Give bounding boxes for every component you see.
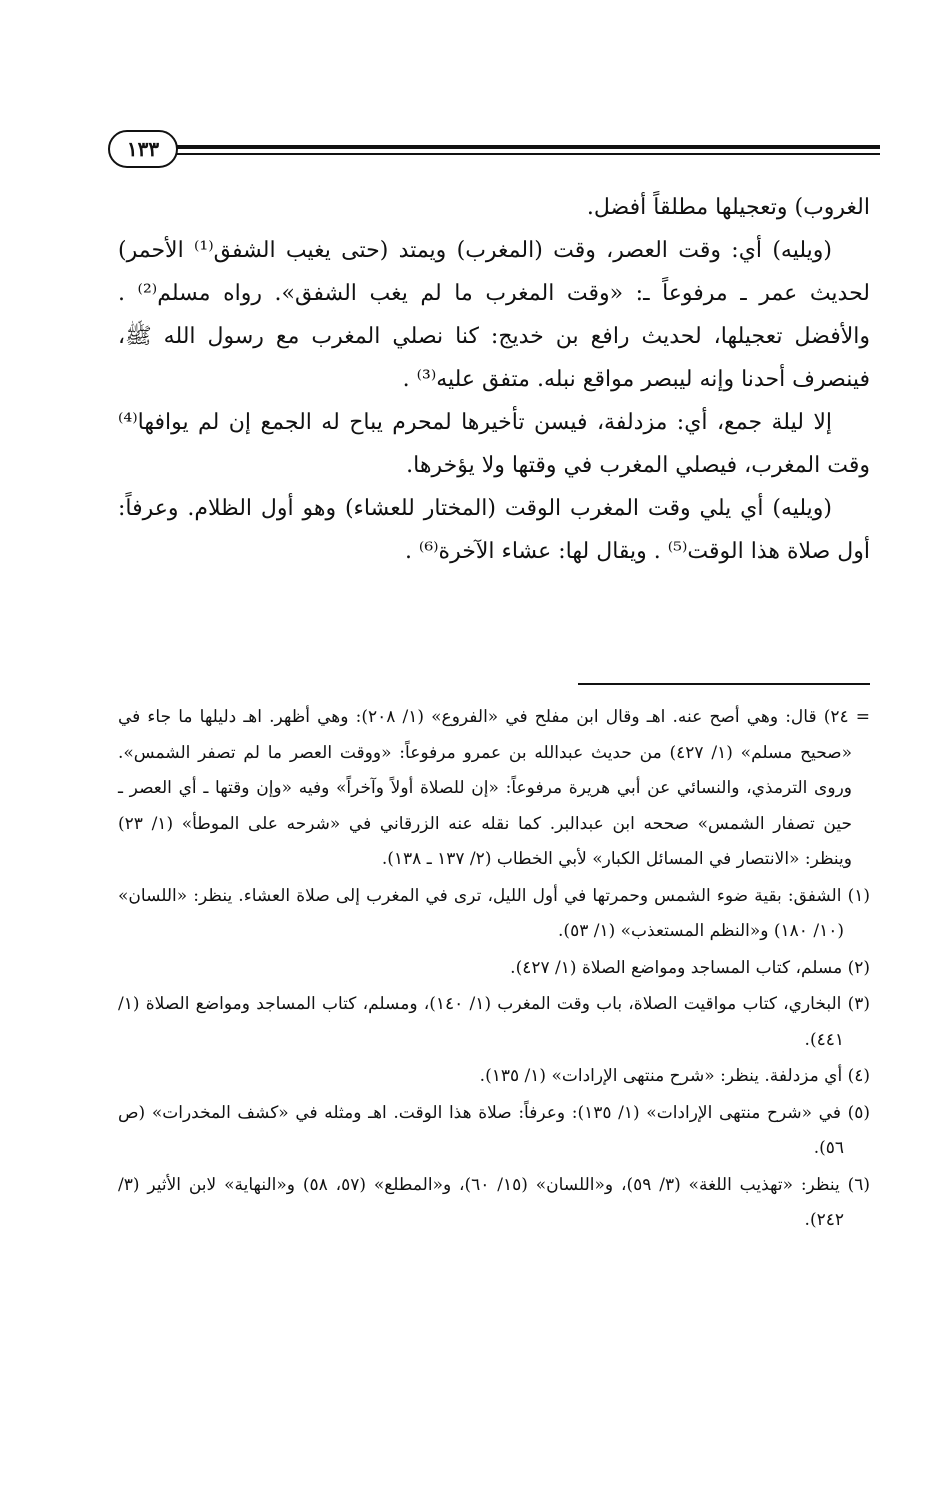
footnote-1: (١) الشفق: بقية ضوء الشمس وحمرتها في أول الليل، ترى في المغرب إلى صلاة العشاء. ينظر: «اللسان» (١٠/ ١٨٠) و«النظم المستعذب» (١/ ٥٣). [118, 885, 870, 941]
header-rule-thin [174, 153, 880, 155]
footnote-5: (٥) في «شرح منتهى الإرادات» (١/ ١٣٥): وعرفاً: صلاة هذا الوقت. اهـ ومثله في «كشف المخدرات» (ص ٥٦). [118, 1102, 870, 1158]
footnote-3: (٣) البخاري، كتاب مواقيت الصلاة، باب وقت المغرب (١/ ١٤٠)، ومسلم، كتاب المساجد ومواضع الصلاة (١/ ٤٤١). [118, 994, 871, 1050]
main-paragraph-2: (ويليه) أي: وقت العصر، وقت (المغرب) ويمتد (حتى يغيب الشفق⁽¹⁾ الأحمر) لحديث عمر ـ مرفوعاً ـ: «وقت المغرب ما لم يغب الشفق». رواه مسلم⁽²⁾ . والأفضل تعجيلها، لحديث رافع بن خديج: كنا نصلي المغرب مع رسول الله ﷺ، فينصرف أحدنا وإنه ليبصر مواقع نبله. متفق عليه⁽³⁾ . [118, 238, 871, 392]
footnote-4: (٤) أي مزدلفة. ينظر: «شرح منتهى الإرادات» (١/ ١٣٥). [479, 1066, 870, 1086]
header-rule-thick [174, 145, 880, 149]
footnote-separator [578, 683, 870, 685]
footnotes [118, 700, 870, 1240]
main-paragraph-4: (ويليه) أي يلي وقت المغرب الوقت (المختار للعشاء) وهو أول الظلام. وعرفاً: أول صلاة هذا الوقت⁽⁵⁾ . ويقال لها: عشاء الآخرة⁽⁶⁾ . [118, 496, 870, 564]
page-header [108, 130, 880, 170]
footnote-continuation: = ٢٤) قال: وهي أصح عنه. اهـ وقال ابن مفلح في «الفروع» (١/ ٢٠٨): وهي أظهر. اهـ دليلها ما جاء في «صحيح مسلم» (١/ ٤٢٧) من حديث عبدالله بن عمرو مرفوعاً: «ووقت العصر ما لم تصفر الشمس». وروى الترمذي، والنسائي عن أبي هريرة مرفوعاً: «إن للصلاة أولاً وآخراً» وفيه «وإن وقتها ـ أي العصر ـ حين تصفار الشمس» صححه ابن عبدالبر. كما نقله عنه الزرقاني في «شرحه على الموطأ» (١/ ٢٣) وينظر: «الانتصار في المسائل الكبار» لأبي الخطاب (٢/ ١٣٧ ـ ١٣٨). [118, 707, 871, 869]
footnote-2: (٢) مسلم، كتاب المساجد ومواضع الصلاة (١/ ٤٢٧). [510, 957, 870, 978]
page-number: ١٣٣ [108, 130, 178, 168]
main-paragraph-1: الغروب) وتعجيلها مطلقاً أفضل. [586, 195, 870, 220]
main-text [118, 186, 870, 573]
footnote-6: (٦) ينظر: «تهذيب اللغة» (٣/ ٥٩)، و«اللسان» (١٥/ ٦٠)، و«المطلع» (٥٧، ٥٨) و«النهاية» لابن الأثير (٣/ ٢٤٢). [118, 1174, 870, 1230]
main-paragraph-3: إلا ليلة جمع، أي: مزدلفة، فيسن تأخيرها لمحرم يباح له الجمع إن لم يوافها⁽⁴⁾ وقت المغرب، فيصلي المغرب في وقتها ولا يؤخرها. [118, 410, 870, 478]
